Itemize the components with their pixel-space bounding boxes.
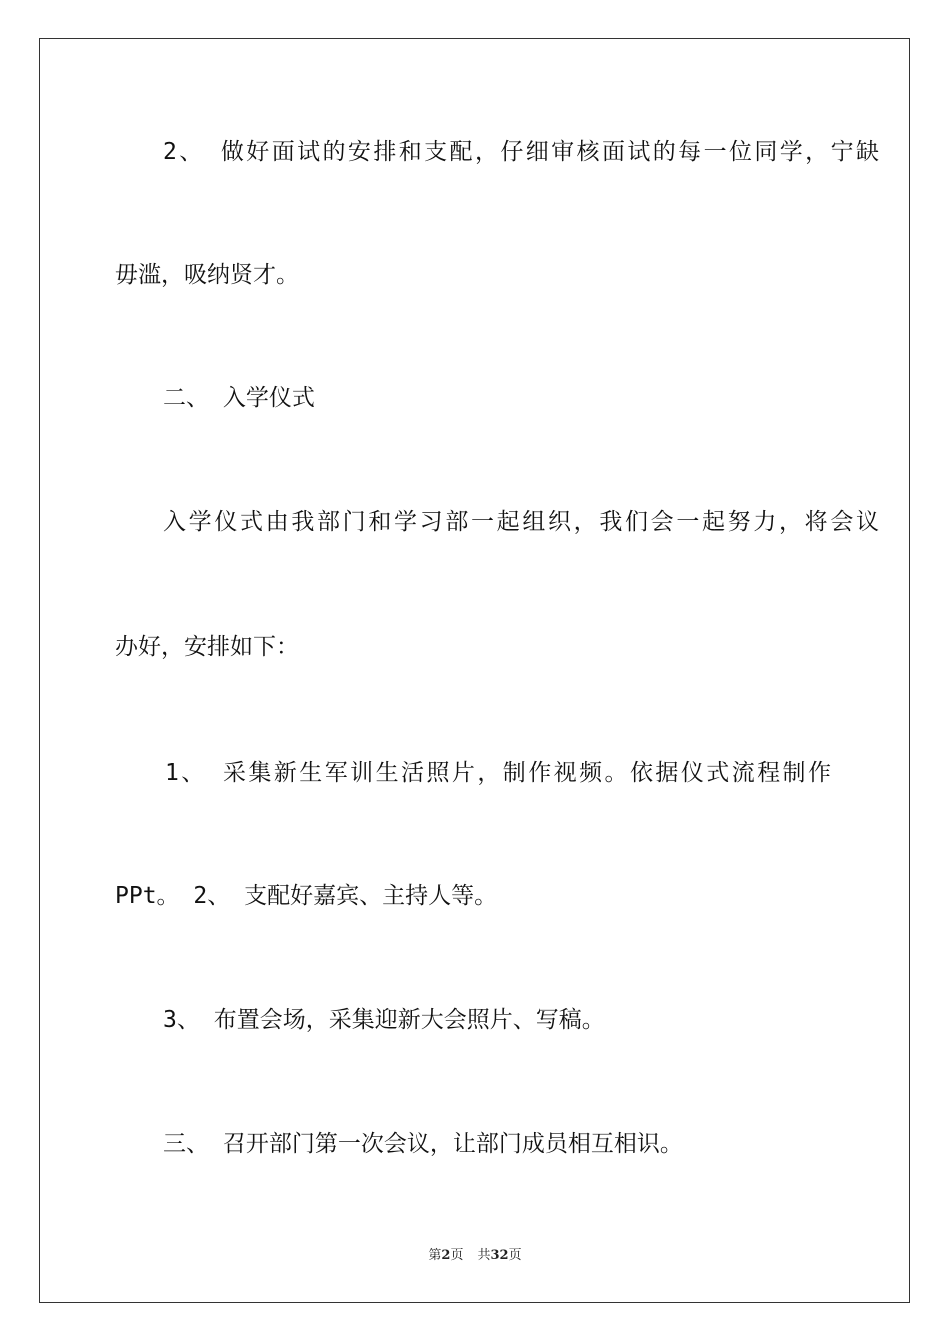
footer-total-pages: 32 bbox=[490, 1248, 509, 1263]
page-border bbox=[39, 38, 910, 1303]
page-footer bbox=[0, 1247, 950, 1265]
footer-page-number: 2 bbox=[441, 1248, 451, 1263]
footer-total-prefix: 共 bbox=[477, 1248, 491, 1263]
paragraph-line: 毋滥，吸纳贤才。 bbox=[115, 262, 299, 288]
paragraph-line: 办好，安排如下： bbox=[115, 634, 299, 660]
footer-page-suffix: 页 bbox=[450, 1248, 464, 1263]
paragraph-line: 1、 采集新生军训生活照片，制作视频。依据仪式流程制作 bbox=[165, 760, 831, 786]
footer-page-prefix: 第 bbox=[428, 1248, 442, 1263]
section-heading: 三、 召开部门第一次会议，让部门成员相互相识。 bbox=[163, 1131, 683, 1157]
paragraph-line: 2、 做好面试的安排和支配，仔细审核面试的每一位同学，宁缺 bbox=[163, 139, 879, 165]
paragraph-line: PPt。 2、 支配好嘉宾、主持人等。 bbox=[115, 883, 498, 909]
footer-total-suffix: 页 bbox=[508, 1248, 522, 1263]
paragraph-line: 入学仪式由我部门和学习部一起组织，我们会一起努力，将会议 bbox=[163, 509, 879, 535]
section-heading: 二、 入学仪式 bbox=[163, 385, 315, 411]
paragraph-line: 3、 布置会场，采集迎新大会照片、写稿。 bbox=[163, 1007, 605, 1033]
